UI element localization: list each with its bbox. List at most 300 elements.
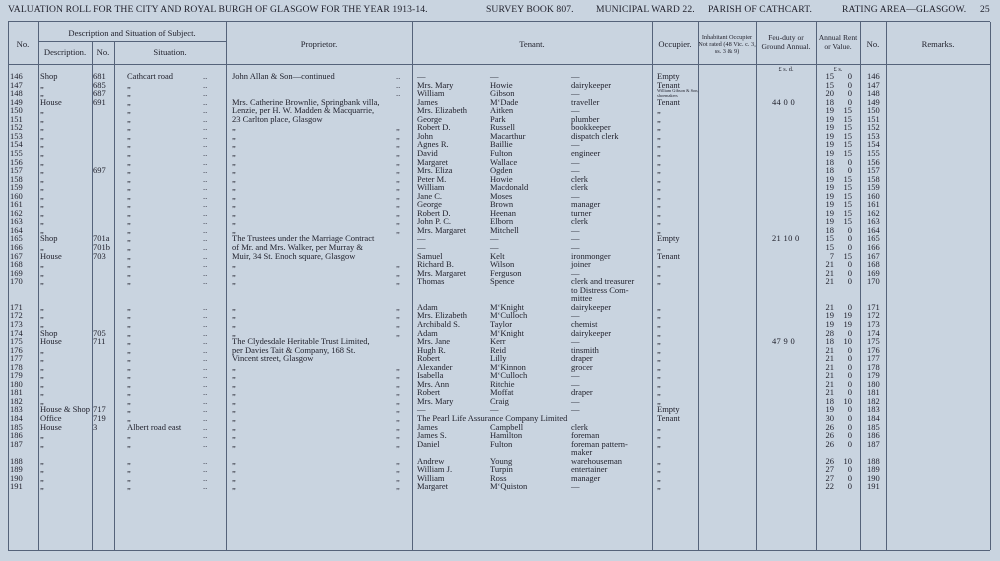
rent-pounds: 19 [825, 404, 834, 415]
situation: „ [127, 310, 131, 321]
tenant-occupation: — [571, 481, 580, 492]
proprietor: „ [232, 259, 236, 270]
tenant-surname: M‘Quiston [490, 481, 528, 492]
leader-dots: .. [203, 250, 208, 261]
description: Office [40, 413, 62, 423]
occupier: Empty [657, 71, 680, 81]
entry-number-right: 182 [867, 395, 880, 406]
leader-dots: „ [396, 301, 400, 312]
tenant-occupation: — [571, 336, 580, 347]
tenant-first-name: Archibald S. [417, 318, 460, 329]
entry-number: 185 [10, 421, 23, 432]
tenant-occupation: foreman [571, 430, 600, 441]
tenant-first-name: Agnes R. [417, 139, 449, 150]
leader-dots: .. [203, 199, 208, 210]
rent-shillings: 0 [847, 276, 852, 287]
tenant-surname: Heenan [490, 207, 516, 218]
occupier: Tenant [657, 79, 681, 90]
leader-dots: .. [203, 216, 208, 227]
situation: „ [127, 199, 131, 210]
rent-shillings: 15 [843, 199, 852, 210]
situation: „ [127, 122, 131, 133]
leader-dots: .. [203, 481, 208, 492]
street-number: 687 [93, 88, 106, 99]
tenant-first-name: Mrs. Mary [417, 395, 454, 406]
entry-number-right: 163 [867, 216, 880, 227]
situation: „ [127, 378, 131, 389]
entry-number: 147 [10, 79, 23, 90]
rent-pounds: 28 [825, 327, 834, 338]
situation: „ [127, 464, 131, 475]
tenant-first-name: Robert D. [417, 207, 451, 218]
leader-dots: „ [396, 318, 400, 329]
rent-shillings: 0 [847, 259, 852, 270]
proprietor: „ [232, 267, 236, 278]
tenant-first-name: Margaret [417, 481, 448, 492]
leader-dots: „ [396, 327, 400, 338]
leader-dots: .. [203, 404, 208, 415]
occupier: „ [657, 276, 661, 287]
tenant-first-name: George [417, 113, 442, 124]
leader-dots: .. [203, 276, 208, 287]
description: „ [40, 190, 44, 201]
description: Shop [40, 233, 58, 244]
rent-pounds: 21 [825, 276, 834, 287]
leader-dots: .. [203, 147, 208, 158]
proprietor: „ [232, 387, 236, 398]
tenant-occupation: grocer [571, 361, 593, 372]
occupier: „ [657, 259, 661, 270]
leader-dots: „ [396, 276, 400, 287]
entry-number-right: 181 [867, 387, 880, 398]
tenant-occupation: dairykeeper [571, 327, 612, 338]
proprietor: „ [232, 147, 236, 158]
tenant-occupation: — [571, 224, 580, 235]
proprietor: „ [232, 207, 236, 218]
entry-number: 150 [10, 105, 23, 116]
proprietor: „ [232, 301, 236, 312]
proprietor: „ [232, 139, 236, 150]
description: House & Shop [40, 404, 91, 415]
tenant-surname: Fulton [490, 438, 513, 449]
proprietor: The Clydesdale Heritable Trust Limited, [232, 336, 370, 347]
description: „ [40, 216, 44, 227]
rent-pounds: 26 [825, 455, 834, 466]
leader-dots: .. [203, 96, 208, 107]
tenant-first-name: James [417, 421, 438, 432]
occupier: „ [657, 395, 661, 406]
leader-dots: .. [203, 336, 208, 347]
tenant-surname: Ferguson [490, 267, 522, 278]
tenant-surname: Gibson [490, 88, 515, 99]
rent-pounds: 19 [825, 199, 834, 210]
tenant-surname: M‘Knight [490, 327, 524, 338]
tenant-surname: Craig [490, 395, 509, 406]
tenant-first-name: James S. [417, 430, 447, 441]
rent-shillings: 0 [847, 370, 852, 381]
rent-pounds: 19 [825, 318, 834, 329]
proprietor: „ [232, 182, 236, 193]
col-header-proprietor: Proprietor. [300, 39, 338, 49]
occupier: „ [657, 113, 661, 124]
entry-number: 162 [10, 207, 23, 218]
tenant-surname: Spence [490, 276, 515, 287]
rent-pounds: 21 [825, 361, 834, 372]
leader-dots: „ [396, 404, 400, 415]
proprietor: The Trustees under the Marriage Contract [232, 233, 375, 244]
description: House [40, 421, 62, 432]
leader-dots: .. [203, 130, 208, 141]
tenant-surname: Wallace [490, 156, 518, 167]
entry-number: 176 [10, 344, 23, 355]
occupier: „ [657, 438, 661, 449]
tenant-occupation: clerk [571, 216, 588, 227]
situation: „ [127, 79, 131, 90]
rent-shillings: 15 [843, 207, 852, 218]
entry-number: 154 [10, 139, 23, 150]
rent-shillings: 0 [847, 378, 852, 389]
leader-dots: „ [396, 421, 400, 432]
description: „ [40, 438, 44, 449]
tenant-first-name: Mrs. Margaret [417, 224, 466, 235]
entry-number-right: 166 [867, 242, 880, 252]
proprietor: „ [232, 370, 236, 381]
rent-shillings: 0 [847, 301, 852, 312]
proprietor: Mrs. Catherine Brownlie, Springbank villa, [232, 96, 380, 107]
leader-dots: .. [203, 413, 208, 423]
rent-pounds: 7 [829, 250, 834, 261]
description: „ [40, 105, 44, 116]
tenant-surname: Ritchie [490, 378, 515, 389]
tenant-first-name: Mrs. Ann [417, 378, 450, 389]
leader-dots: „ [396, 199, 400, 210]
occupier: „ [657, 165, 661, 176]
situation: „ [127, 430, 131, 441]
situation: Albert road east [127, 421, 182, 432]
leader-dots: .. [396, 79, 401, 90]
street-number: 711 [93, 336, 106, 347]
occupier: „ [657, 130, 661, 141]
rent-shillings: 15 [843, 182, 852, 193]
street-number: 719 [93, 413, 106, 423]
page-number: 25 [980, 4, 990, 15]
leader-dots: .. [203, 224, 208, 235]
proprietor: „ [232, 413, 236, 423]
tenant-surname: Aitken [490, 105, 514, 116]
entry-number: 146 [10, 71, 23, 81]
municipal-ward: MUNICIPAL WARD 22. [596, 4, 695, 15]
situation: „ [127, 370, 131, 381]
situation: „ [127, 267, 131, 278]
leader-dots: „ [396, 259, 400, 270]
rent-shillings: 19 [843, 318, 852, 329]
rent-shillings: 0 [847, 387, 852, 398]
tenant-occupation: traveller [571, 96, 600, 107]
tenant-first-name: Mrs. Elizabeth [417, 310, 468, 321]
situation: „ [127, 413, 131, 423]
leader-dots: „ [396, 156, 400, 167]
tenant-first-name: Margaret [417, 156, 448, 167]
leader-dots: .. [203, 113, 208, 124]
occupier: William Gibson & Son, shoemakers [657, 88, 699, 98]
tenant-surname: — [490, 71, 499, 81]
leader-dots: „ [396, 207, 400, 218]
occupier: „ [657, 105, 661, 116]
tenant-surname: M‘Culloch [490, 310, 528, 321]
tenant-surname: Howie [490, 173, 513, 184]
situation: „ [127, 472, 131, 483]
occupier: „ [657, 310, 661, 321]
situation: „ [127, 344, 131, 355]
proprietor: „ [232, 404, 236, 415]
col-header-occupier: Occupier. [658, 39, 692, 49]
leader-dots: .. [203, 182, 208, 193]
tenant-first-name: Mrs. Jane [417, 336, 451, 347]
entry-number: 191 [10, 481, 23, 492]
entry-number-right: 186 [867, 430, 880, 441]
rent-pounds: 21 [825, 301, 834, 312]
proprietor: Muir, 34 St. Enoch square, Glasgow [232, 250, 356, 261]
proprietor: „ [232, 310, 236, 321]
proprietor: „ [232, 190, 236, 201]
proprietor: „ [232, 156, 236, 167]
col-header-tenant: Tenant. [519, 39, 545, 49]
description: „ [40, 130, 44, 141]
rent-shillings: 0 [847, 421, 852, 432]
occupier: „ [657, 370, 661, 381]
col-header-desc-group: Description and Situation of Subject. [68, 28, 196, 38]
tenant-first-name: William J. [417, 464, 453, 475]
tenant-surname: Ogden [490, 165, 513, 176]
description: „ [40, 430, 44, 441]
occupier: „ [657, 378, 661, 389]
rent-pounds: 18 [825, 336, 834, 347]
occupier: „ [657, 344, 661, 355]
tenant-first-name: Isabella [417, 370, 444, 381]
tenant-occupation: — [571, 71, 580, 81]
entry-number-right: 185 [867, 421, 880, 432]
tenant-first-name: William [417, 472, 445, 483]
rent-shillings: 15 [843, 216, 852, 227]
tenant-first-name: George [417, 199, 442, 210]
street-number: 705 [93, 327, 106, 338]
leader-dots: .. [396, 88, 401, 99]
entry-number: 164 [10, 224, 23, 235]
entry-number: 187 [10, 438, 23, 449]
proprietor: „ [232, 276, 236, 287]
occupier: „ [657, 301, 661, 312]
entry-number-right: 159 [867, 182, 880, 193]
tenant-surname: Turpin [490, 464, 513, 475]
tenant-surname: Macdonald [490, 182, 529, 193]
tenant-occupation: tinsmith [571, 344, 599, 355]
situation: „ [127, 216, 131, 227]
leader-dots: .. [203, 259, 208, 270]
occupier: „ [657, 207, 661, 218]
entry-number: 148 [10, 88, 23, 99]
leader-dots: „ [396, 387, 400, 398]
situation: „ [127, 353, 131, 364]
proprietor: „ [232, 173, 236, 184]
leader-dots: .. [203, 122, 208, 133]
description: „ [40, 301, 44, 312]
tenant-first-name: John [417, 130, 434, 141]
tenant-occupation: clerk [571, 182, 588, 193]
street-number: 701a [93, 233, 110, 244]
rent-shillings: 15 [843, 139, 852, 150]
rent-shillings: 0 [847, 481, 852, 492]
description: House [40, 336, 62, 347]
entry-number: 186 [10, 430, 23, 441]
description: „ [40, 361, 44, 372]
entry-number: 184 [10, 413, 23, 423]
entry-number: 178 [10, 361, 23, 372]
tenant-first-name: Jane C. [417, 190, 443, 201]
leader-dots: „ [396, 147, 400, 158]
occupier: „ [657, 216, 661, 227]
rent-pounds: 22 [825, 481, 834, 492]
description: „ [40, 182, 44, 193]
col-header-rent: Annual Rent or Value. [818, 33, 858, 51]
rent-pounds: 21 [825, 344, 834, 355]
entry-number-right: 174 [867, 327, 880, 338]
rent-shillings: 0 [847, 353, 852, 364]
rent-pounds: 19 [825, 113, 834, 124]
tenant-first-name: — [417, 233, 426, 244]
leader-dots: „ [396, 481, 400, 492]
tenant-occupation: entertainer [571, 464, 608, 475]
situation: „ [127, 147, 131, 158]
tenant-occupation: — [571, 370, 580, 381]
rent-pounds: 18 [825, 224, 834, 235]
leader-dots: .. [203, 267, 208, 278]
tenant-occupation: plumber [571, 113, 600, 124]
tenant-occupation: draper [571, 387, 593, 398]
entry-number-right: 188 [867, 455, 880, 466]
leader-dots: „ [396, 165, 400, 176]
tenant-occupation: — [571, 190, 580, 201]
tenant-surname: Hamilton [490, 430, 523, 441]
rent-pounds: 19 [825, 173, 834, 184]
entry-number-right: 189 [867, 464, 880, 475]
description: „ [40, 165, 44, 176]
entry-number: 189 [10, 464, 23, 475]
description: Shop [40, 71, 58, 81]
leader-dots: .. [203, 105, 208, 116]
leader-dots: .. [203, 173, 208, 184]
entry-number: 155 [10, 147, 23, 158]
tenant-surname: M‘Culloch [490, 370, 528, 381]
entry-number: 165 [10, 233, 23, 244]
leader-dots: .. [203, 472, 208, 483]
entry-number-right: 155 [867, 147, 880, 158]
tenant-first-name: Samuel [417, 250, 443, 261]
tenant-occupation: — [571, 267, 580, 278]
rent-pounds: 26 [825, 421, 834, 432]
tenant-occupation: dairykeeper [571, 301, 612, 312]
tenant-surname: M‘Kinnon [490, 361, 526, 372]
situation: „ [127, 387, 131, 398]
proprietor: „ [232, 327, 236, 338]
entry-number-right: 176 [867, 344, 880, 355]
leader-dots: „ [396, 267, 400, 278]
entry-number-right: 191 [867, 481, 880, 492]
entry-number: 161 [10, 199, 23, 210]
rent-shillings: 0 [847, 156, 852, 167]
rent-shillings: 0 [847, 413, 852, 423]
description: „ [40, 147, 44, 158]
leader-dots: „ [396, 139, 400, 150]
entry-number: 153 [10, 130, 23, 141]
entry-number-right: 147 [867, 79, 880, 90]
entry-number-right: 180 [867, 378, 880, 389]
tenant-occupation: — [571, 88, 580, 99]
tenant-surname: Moffat [490, 387, 514, 398]
entry-number: 149 [10, 96, 23, 107]
entry-number: 181 [10, 387, 23, 398]
entry-number: 180 [10, 378, 23, 389]
rent-shillings: 10 [843, 455, 852, 466]
leader-dots: .. [203, 156, 208, 167]
rent-shillings: 0 [847, 327, 852, 338]
proprietor: „ [232, 165, 236, 176]
description: „ [40, 310, 44, 321]
description: House [40, 96, 62, 107]
leader-dots: .. [203, 301, 208, 312]
occupier: „ [657, 122, 661, 133]
street-number: 691 [93, 96, 106, 107]
tenant-occupation: — [571, 242, 580, 252]
entry-number-right: 169 [867, 267, 880, 278]
leader-dots: .. [203, 233, 208, 244]
occupier: „ [657, 336, 661, 347]
leader-dots: „ [396, 413, 400, 423]
entry-number-right: 168 [867, 259, 880, 270]
tenant-first-name: Mrs. Margaret [417, 267, 466, 278]
description: „ [40, 481, 44, 492]
proprietor: „ [232, 199, 236, 210]
entry-number-right: 148 [867, 88, 880, 99]
feu-duty: 47 9 0 [772, 336, 796, 347]
entry-number: 183 [10, 404, 23, 415]
leader-dots: „ [396, 438, 400, 449]
entry-number: 188 [10, 455, 23, 466]
street-number: 685 [93, 79, 106, 90]
proprietor: „ [232, 318, 236, 329]
tenant-first-name: William [417, 88, 445, 99]
proprietor: 23 Carlton place, Glasgow [232, 113, 323, 124]
tenant-surname: M‘Knight [490, 301, 524, 312]
proprietor: „ [232, 472, 236, 483]
description: „ [40, 370, 44, 381]
entry-number: 166 [10, 242, 23, 252]
description: „ [40, 267, 44, 278]
leader-dots: .. [203, 464, 208, 475]
rent-shillings: 0 [847, 267, 852, 278]
description: „ [40, 472, 44, 483]
entry-number-right: 151 [867, 113, 880, 124]
rent-shillings: 15 [843, 122, 852, 133]
tenant-first-name: Hugh R. [417, 344, 446, 355]
leader-dots: .. [203, 139, 208, 150]
occupier: „ [657, 173, 661, 184]
tenant-first-name: Adam [417, 327, 438, 338]
tenant-occupation: — [571, 105, 580, 116]
rent-pounds: 19 [825, 310, 834, 321]
tenant-occupation: engineer [571, 147, 601, 158]
rent-pounds: 21 [825, 259, 834, 270]
tenant-occupation: turner [571, 207, 592, 218]
